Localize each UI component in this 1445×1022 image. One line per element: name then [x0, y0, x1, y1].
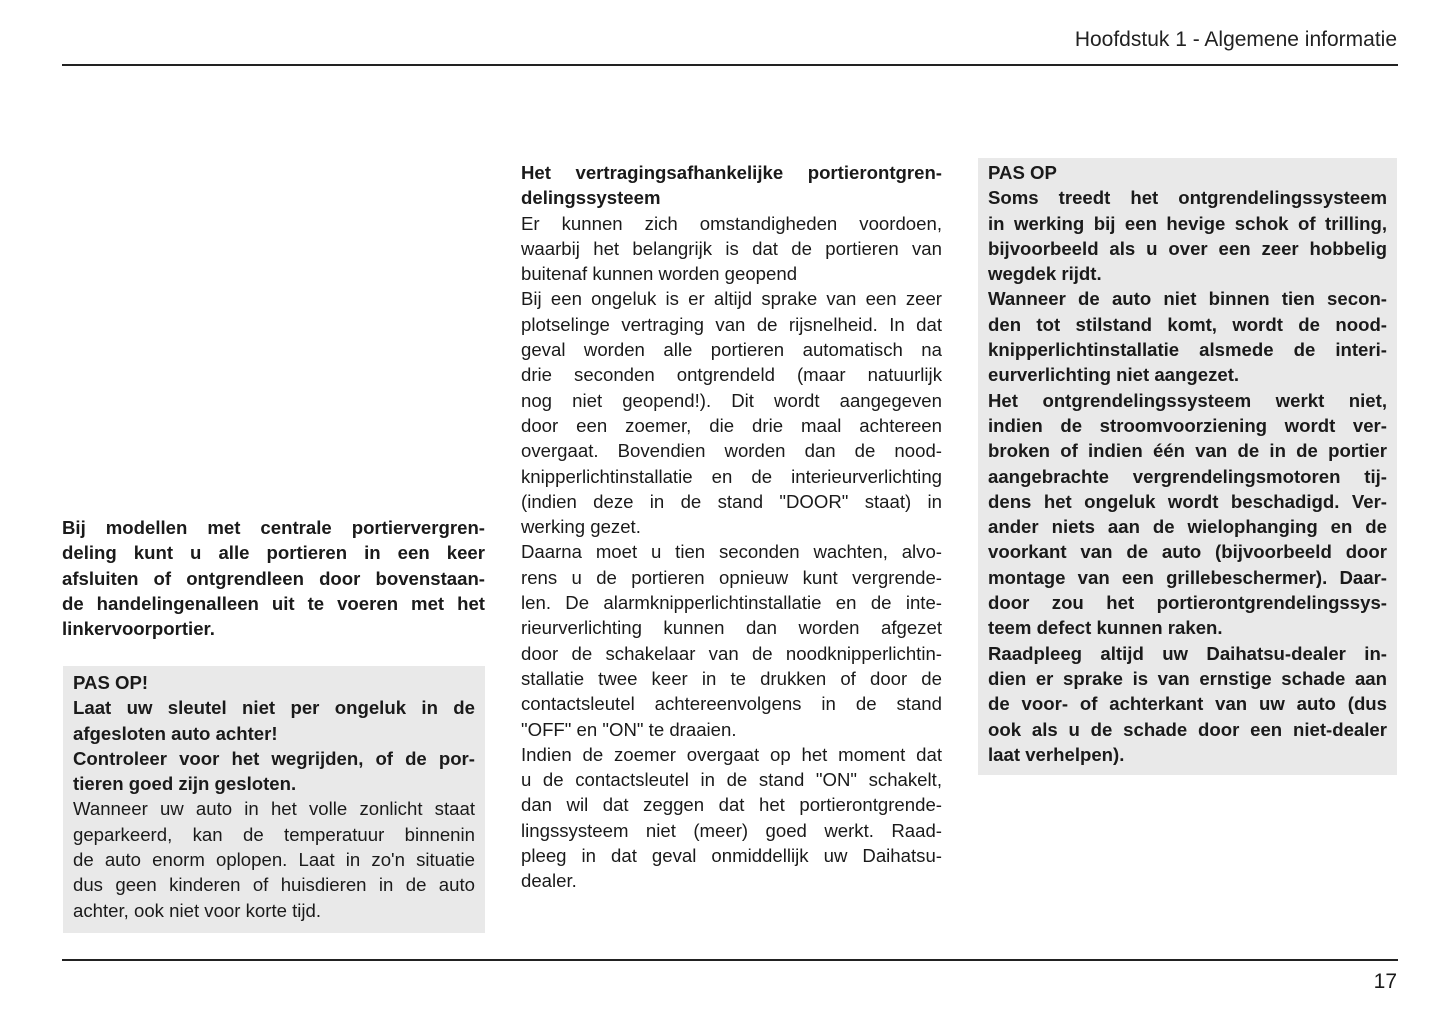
text-line: "OFF" en "ON" te draaien. [521, 718, 737, 740]
paragraph [988, 160, 1387, 185]
text-line: eurverlichting niet aangezet. [988, 364, 1240, 386]
text-line: bijvoorbeeld als u over een zeer hobbelig [988, 237, 1387, 259]
paragraph [988, 185, 1387, 286]
text-line: tieren goed zijn gesloten. [73, 773, 297, 795]
text-line: lingssysteem niet (meer) goed werkt. Raad- [521, 819, 942, 841]
header-rule [62, 64, 1398, 66]
text-line: ander niets aan de wielophanging en de [988, 516, 1387, 538]
paragraph [521, 286, 942, 539]
text-line: contactsleutel achtereenvolgens in de stand [521, 693, 942, 715]
text-line: len. De alarmknipperlichtinstallatie en de inte- [521, 592, 942, 614]
text-line: rens u de portieren opnieuw kunt vergrende- [521, 566, 942, 588]
text-line: (indien deze in de stand "DOOR" staat) in [521, 490, 942, 512]
text-line: dus geen kinderen of huisdieren in de auto [73, 874, 475, 896]
text-line: door de schakelaar van de noodknipperlichtin- [521, 642, 942, 664]
text-line: laat verhelpen). [988, 743, 1125, 765]
paragraph [521, 211, 942, 287]
text-line: voorkant van de auto (bijvoorbeeld door [988, 541, 1387, 563]
text-line: dealer. [521, 870, 577, 892]
text-line: knipperlichtinstallatie en de interieurverlichting [521, 465, 942, 487]
text-line: Raadpleeg altijd uw Daihatsu-dealer in- [988, 642, 1387, 664]
paragraph [73, 796, 475, 922]
text-line: pleeg in dat geval onmiddellijk uw Daihatsu- [521, 845, 942, 867]
text-line: linkervoorportier. [62, 618, 215, 640]
text-line: waarbij het belangrijk is dat de portieren van [521, 237, 942, 259]
footer-rule [62, 959, 1398, 961]
text-line: rieurverlichting kunnen dan worden afgezet [521, 617, 942, 639]
text-line: Het ontgrendelingssysteem werkt niet, [988, 389, 1387, 411]
text-line: door zou het portierontgrendelingssys- [988, 592, 1387, 614]
text-line: overgaat. Bovendien worden dan de nood- [521, 440, 942, 462]
text-line: afsluiten of ontgrendleen door bovenstaan- [62, 567, 485, 589]
text-line: de handelingenalleen uit te voeren met het [62, 592, 485, 614]
text-line: u de contactsleutel in de stand "ON" schakelt, [521, 769, 942, 791]
text-line: buitenaf kunnen worden geopend [521, 263, 798, 285]
left-warning-box [63, 666, 485, 933]
text-line: knipperlichtinstallatie alsmede de interi- [988, 339, 1387, 361]
text-line: Wanneer de auto niet binnen tien secon- [988, 288, 1387, 310]
text-line: werking gezet. [521, 516, 641, 538]
text-line: aangebrachte vergrendelingsmotoren tij- [988, 465, 1387, 487]
text-line: dan wil dat zeggen dat het portierontgrende- [521, 794, 942, 816]
text-line: stallatie twee keer in te drukken of door de [521, 667, 942, 689]
text-line: Bij een ongeluk is er altijd sprake van een zeer [521, 288, 942, 310]
text-line: indien de stroomvoorziening wordt ver- [988, 414, 1387, 436]
text-line: afgesloten auto achter! [73, 722, 278, 744]
text-line: nog niet geopend!). Dit wordt aangegeven [521, 389, 942, 411]
text-line: Daarna moet u tien seconden wachten, alvo- [521, 541, 942, 563]
paragraph [521, 539, 942, 741]
text-line: geval worden alle portieren automatisch na [521, 339, 942, 361]
text-line: Soms treedt het ontgrendelingssysteem [988, 187, 1387, 209]
text-line: PAS OP [988, 162, 1057, 183]
text-line: Indien de zoemer overgaat op het moment dat [521, 743, 942, 765]
text-line: Wanneer uw auto in het volle zonlicht staat [73, 798, 475, 820]
text-line: drie seconden ontgrendeld (maar natuurlijk [521, 364, 942, 386]
text-line: wegdek rijdt. [988, 263, 1102, 285]
text-line: in werking bij een hevige schok of trilling, [988, 212, 1387, 234]
text-line: dien er sprake is van ernstige schade aan [988, 667, 1387, 689]
right-warning-box [978, 158, 1397, 775]
text-line: door een zoemer, die drie maal achtereen [521, 414, 942, 436]
paragraph [988, 641, 1387, 767]
text-line: ook als u de schade door een niet-dealer [988, 718, 1387, 740]
page-number: 17 [1373, 970, 1397, 993]
text-line: Het vertragingsafhankelijke portierontgren- [521, 162, 942, 183]
text-line: broken of indien één van de in de portier [988, 440, 1387, 462]
left-intro-text [62, 515, 485, 641]
text-line: delingssysteem [521, 187, 661, 209]
paragraph [73, 695, 475, 746]
text-line: deling kunt u alle portieren in een keer [62, 542, 485, 564]
text-line: plotselinge vertraging van de rijsnelheid. In dat [521, 313, 942, 335]
paragraph [73, 746, 475, 797]
paragraph [521, 742, 942, 894]
text-line: achter, ook niet voor korte tijd. [73, 899, 322, 921]
text-line: geparkeerd, kan de temperatuur binnenin [73, 823, 475, 845]
text-line: de voor- of achterkant van uw auto (dus [988, 693, 1387, 715]
text-line: montage van een grillebeschermer). Daar- [988, 566, 1387, 588]
text-line: Laat uw sleutel niet per ongeluk in de [73, 697, 475, 719]
middle-column-text [521, 160, 942, 894]
text-line: Er kunnen zich omstandigheden voordoen, [521, 212, 942, 234]
paragraph [62, 515, 485, 641]
text-line: de auto enorm oplopen. Laat in zo'n situatie [73, 849, 475, 871]
chapter-header: Hoofdstuk 1 - Algemene informatie [1074, 28, 1397, 51]
paragraph [521, 160, 942, 211]
paragraph [988, 388, 1387, 641]
text-line: Controleer voor het wegrijden, of de por- [73, 747, 475, 769]
text-line: Bij modellen met centrale portiervergren- [62, 517, 485, 538]
text-line: dens het ongeluk wordt beschadigd. Ver- [988, 490, 1387, 512]
paragraph [988, 286, 1387, 387]
text-line: den tot stilstand komt, wordt de nood- [988, 313, 1387, 335]
text-line: PAS OP! [73, 672, 149, 693]
text-line: teem defect kunnen raken. [988, 617, 1223, 639]
paragraph [73, 670, 475, 695]
